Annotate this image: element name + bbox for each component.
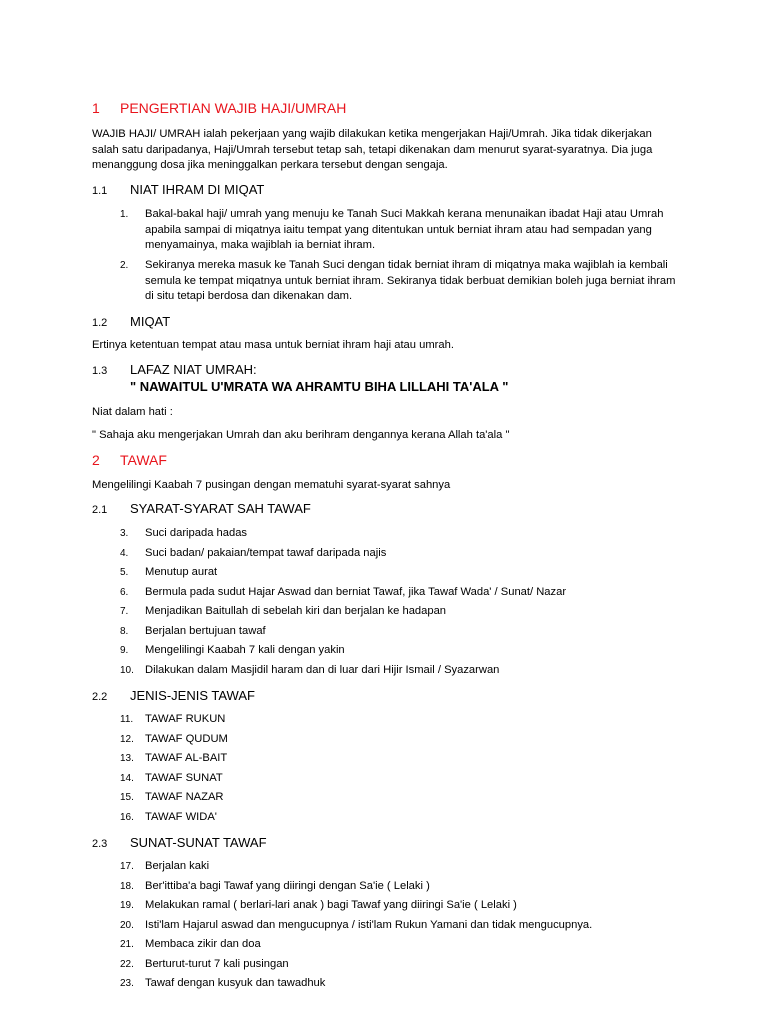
subsection-number: 1.1 [92,185,108,197]
list-text: TAWAF RUKUN [145,713,226,725]
list-item [120,877,592,897]
list-number: 16. [120,811,134,823]
subsection-number: 1.2 [92,317,108,329]
list-number: 11. [120,714,134,725]
list-text: Bermula pada sudut Hajar Aswad dan berniat Tawaf, jika Tawaf Wada' / Sunat/ Nazar [145,585,567,598]
list-item [120,544,566,564]
list-item [120,583,567,603]
list-number: 7. [120,606,129,617]
list-number: 12. [120,733,134,745]
list-number: 8. [120,625,129,637]
jenis-tawaf-list [120,710,228,827]
list-text: Sekiranya mereka masuk ke Tanah Suci dengan tidak berniat ihram di miqatnya maka wajiblah ia kembali semula ke tempat miqatnya untuk berniat ihram. Sekiranya tidak berbuat demikian boleh juga berniat ihram di situ tetapi berdosa dan dikenakan dam. [145,259,676,302]
list-text: TAWAF SUNAT [145,771,223,784]
miqat-definition: Ertinya ketentuan tempat atau masa untuk berniat ihram haji atau umrah. [92,339,454,351]
list-item [120,896,592,916]
list-item [120,524,566,544]
list-item [120,258,683,305]
list-text: Menutup aurat [145,566,218,578]
list-text: Membaca zikir dan doa [145,938,261,950]
list-text: TAWAF AL-BAIT [145,752,228,764]
niat-label: Niat dalam hati : [92,406,173,418]
list-number: 18. [120,880,134,892]
list-text: Melakukan ramal ( berlari-lari anak ) bagi Tawaf yang diiringi Sa'ie ( Lelaki ) [145,899,517,911]
list-number: 10. [120,664,134,676]
section-heading-1 [92,100,346,116]
subsection-title: MIQAT [130,314,171,329]
subsection-number: 2.1 [92,504,108,516]
section-title: TAWAF [120,452,167,468]
list-text: Tawaf dengan kusyuk dan tawadhuk [145,977,326,989]
list-item [120,710,228,730]
list-item [120,749,228,769]
list-number: 22. [120,958,134,970]
subsection-title: JENIS-JENIS TAWAF [130,688,255,703]
list-text: Ber'ittiba'a bagi Tawaf yang diiringi dengan Sa'ie ( Lelaki ) [145,879,430,892]
subsection-number: 1.3 [92,365,108,377]
list-text: Suci badan/ pakaian/tempat tawaf daripada najis [145,546,387,559]
list-text: Dilakukan dalam Masjidil haram dan di luar dari Hijir Ismail / Syazarwan [145,663,500,676]
list-number: 5. [120,567,129,578]
list-number: 14. [120,772,134,784]
section-title: PENGERTIAN WAJIB HAJI/UMRAH [120,100,347,116]
subsection-number: 2.2 [92,691,108,703]
subsection-title: LAFAZ NIAT UMRAH: [130,362,257,377]
subsection-title: NIAT IHRAM DI MIQAT [130,182,265,197]
list-text: TAWAF NAZAR [145,791,224,803]
list-number: 6. [120,586,129,598]
list-item [120,563,566,583]
list-number: 20. [120,919,134,931]
subsection-title: SYARAT-SYARAT SAH TAWAF [130,501,311,516]
list-item [120,788,228,808]
list-text: TAWAF QUDUM [145,732,228,745]
list-number: 4. [120,547,129,559]
list-number: 1. [120,209,129,220]
list-item [120,857,592,877]
subsection-heading-2-2 [92,688,255,703]
subsection-heading-2-3 [92,835,267,850]
list-item [120,730,228,750]
list-text: Suci daripada hadas [145,527,248,539]
list-number: 13. [120,753,134,764]
subsection-heading-1-1 [92,182,264,197]
list-number: 19. [120,900,134,911]
list-text: Mengelilingi Kaabah 7 kali dengan yakin [145,644,345,656]
list-item [120,935,592,955]
list-item [120,602,566,622]
sunat-tawaf-list [120,857,593,994]
list-number: 23. [120,978,134,989]
list-text: Berjalan bertujuan tawaf [145,624,266,637]
section-number: 1 [92,100,100,116]
list-number: 15. [120,792,134,803]
list-number: 2. [120,260,129,271]
list-text: Berturut-turut 7 kali pusingan [145,957,289,970]
section-heading-2 [92,452,167,468]
subsection-title: SUNAT-SUNAT TAWAF [130,835,267,850]
subsection-heading-2-1 [92,501,311,516]
list-item [120,808,228,828]
list-text: Menjadikan Baitullah di sebelah kiri dan berjalan ke hadapan [145,605,447,617]
list-number: 17. [120,861,134,872]
list-item [120,207,683,254]
list-item [120,661,566,681]
list-item [120,769,228,789]
list-item [120,955,592,975]
section-1-intro: WAJIB HAJI/ UMRAH ialah pekerjaan yang wajib dilakukan ketika mengerjakan Haji/Umrah. Jika tidak dikerjakan salah satu daripadanya, Haji/Umrah tersebut tetap sah, tetapi dikenakan dam menurut syarat-syaratnya. Dia juga menanggung dosa jika meninggalkan perkara tersebut dengan sengaja. [92,128,653,171]
list-item [120,622,566,642]
list-number: 3. [120,528,129,539]
section-number: 2 [92,452,100,468]
syarat-tawaf-list [120,524,567,680]
subsection-heading-1-3 [92,362,257,377]
list-text: Berjalan kaki [145,860,210,872]
list-item [120,916,593,936]
list-number: 9. [120,645,129,656]
subsection-number: 2.3 [92,838,108,850]
list-text: TAWAF WIDA' [145,810,217,823]
subsection-heading-1-2 [92,314,170,329]
list-item [120,974,592,994]
list-text: Bakal-bakal haji/ umrah yang menuju ke Tanah Suci Makkah kerana menunaikan ibadat Haji atau Umrah apabila sampai di miqatnya iaitu tempat yang ditentukan untuk berniat ihram atau had sempadan yang menyamainya, maka wajiblah ia berniat ihram. [145,208,664,251]
lafaz-niat: " NAWAITUL U'MRATA WA AHRAMTU BIHA LILLAHI TA'ALA " [130,379,509,394]
list-text: Isti'lam Hajarul aswad dan mengucupnya / isti'lam Rukun Yamani dan tidak mengucupnya. [145,918,593,931]
list-item [120,641,566,661]
section-2-intro: Mengelilingi Kaabah 7 pusingan dengan mematuhi syarat-syarat sahnya [92,479,451,491]
niat-text: " Sahaja aku mengerjakan Umrah dan aku berihram dengannya kerana Allah ta'ala " [92,429,510,441]
list-number: 21. [120,939,134,950]
